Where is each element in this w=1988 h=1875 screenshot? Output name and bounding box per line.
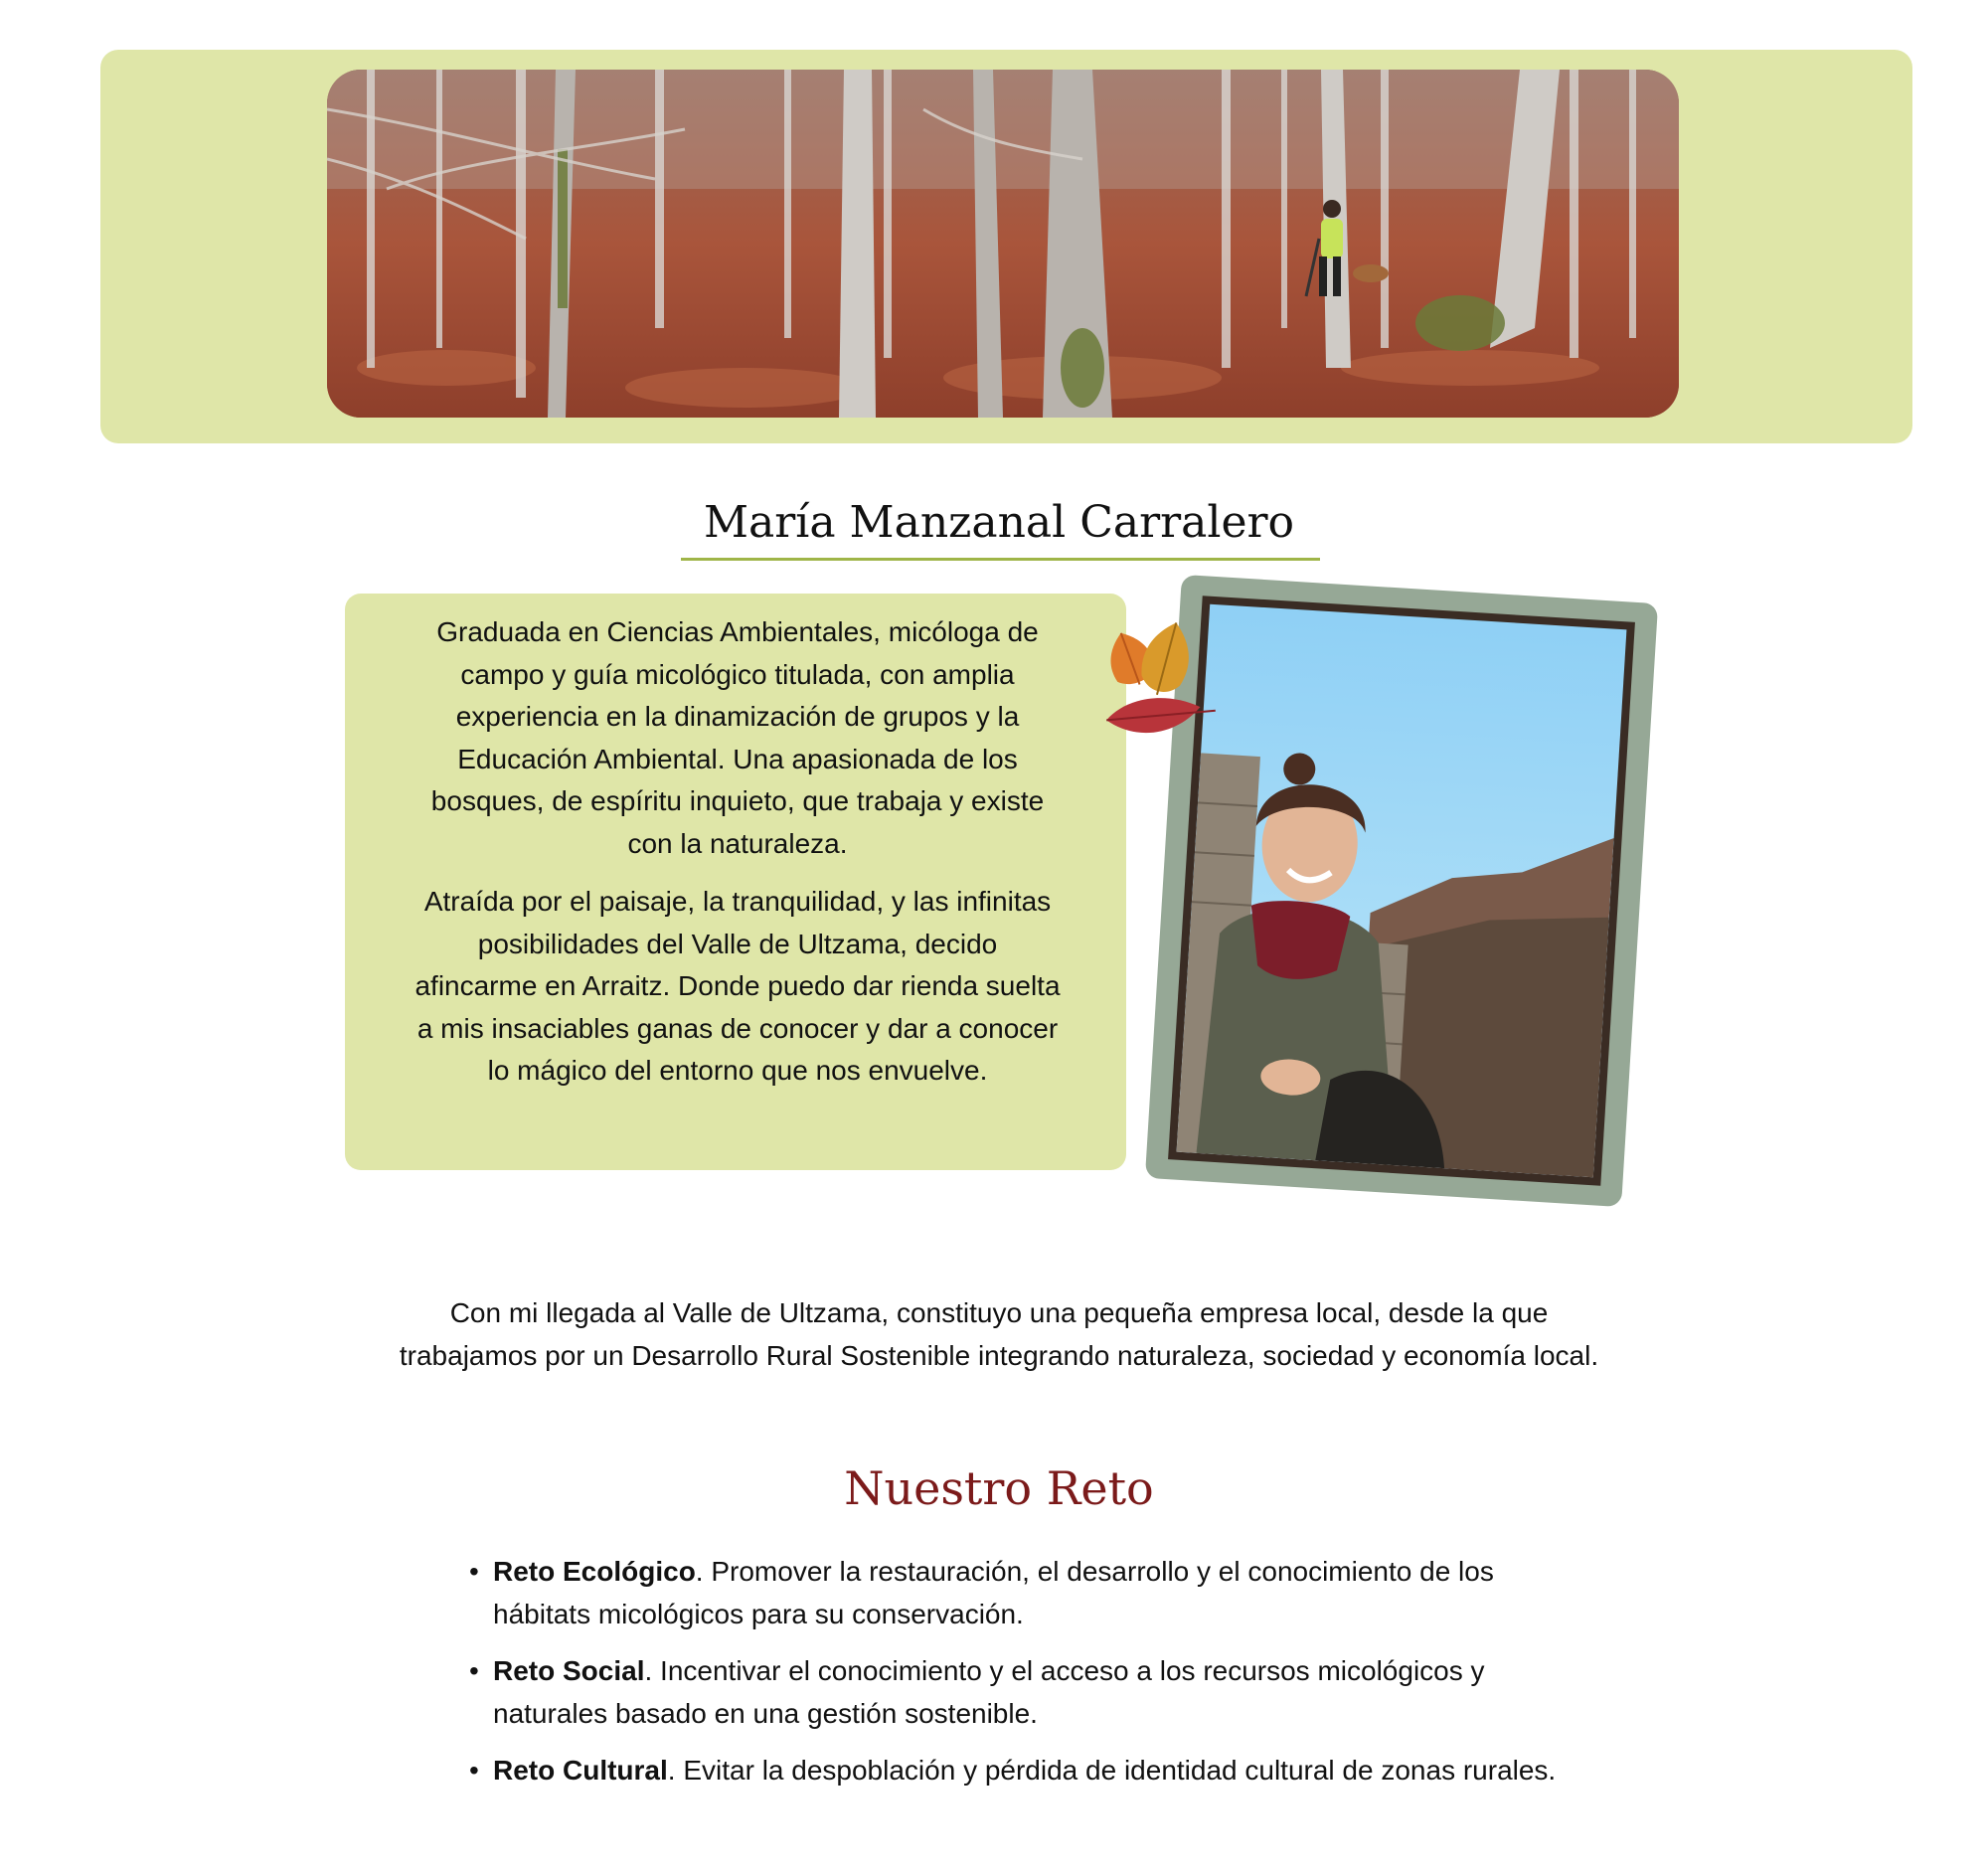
section-title-challenges: Nuestro Reto	[844, 1461, 1154, 1515]
name-underline-divider	[681, 558, 1320, 561]
challenge-label: Reto Social	[493, 1655, 645, 1686]
bullet-icon: •	[469, 1755, 479, 1786]
profile-name: María Manzanal Carralero	[703, 497, 1295, 548]
bio-paragraph: Atraída por el paisaje, la tranquilidad, y las infinitas posibilidades del Valle de Ultzama, decido afincarme en Arraitz. Donde puedo dar rienda suelta a mis insaciables ganas de conocer y dar a conocer lo mágico del entorno que nos envuelve.	[414, 886, 1061, 1086]
bio-panel	[345, 594, 1126, 1170]
portrait-photo	[1177, 604, 1627, 1178]
intro-paragraph: Con mi llegada al Valle de Ultzama, constituyo una pequeña empresa local, desde la que trabajamos por un Desarrollo Rural Sostenible integrando naturaleza, sociedad y economía local.	[399, 1297, 1599, 1371]
challenges-list	[469, 1551, 1586, 1807]
list-item	[469, 1551, 1586, 1635]
portrait-frame	[1145, 575, 1658, 1207]
challenge-label: Reto Cultural	[493, 1755, 668, 1786]
bio-text	[414, 611, 1061, 1108]
challenge-text: . Incentivar el conocimiento y el acceso a los recursos micológicos y naturales basado en una gestión sostenible.	[493, 1655, 1485, 1729]
list-item	[469, 1650, 1586, 1735]
bio-paragraph: Graduada en Ciencias Ambientales, micóloga de campo y guía micológico titulada, con amplia experiencia en la dinamización de grupos y la Educación Ambiental. Una apasionada de los bosques, de espíritu inquieto, que trabaja y existe con la naturaleza.	[430, 616, 1045, 859]
challenge-text: . Promover la restauración, el desarrollo y el conocimiento de los hábitats micológicos para su conservación.	[493, 1556, 1494, 1629]
autumn-leaves-icon	[1091, 621, 1221, 761]
forest-banner-image	[327, 70, 1679, 418]
header-banner	[100, 50, 1912, 443]
portrait-border	[1168, 596, 1635, 1186]
bullet-icon: •	[469, 1655, 479, 1686]
bullet-icon: •	[469, 1556, 479, 1587]
challenge-text: . Evitar la despoblación y pérdida de identidad cultural de zonas rurales.	[667, 1755, 1557, 1786]
list-item	[469, 1750, 1586, 1792]
challenge-label: Reto Ecológico	[493, 1556, 696, 1587]
